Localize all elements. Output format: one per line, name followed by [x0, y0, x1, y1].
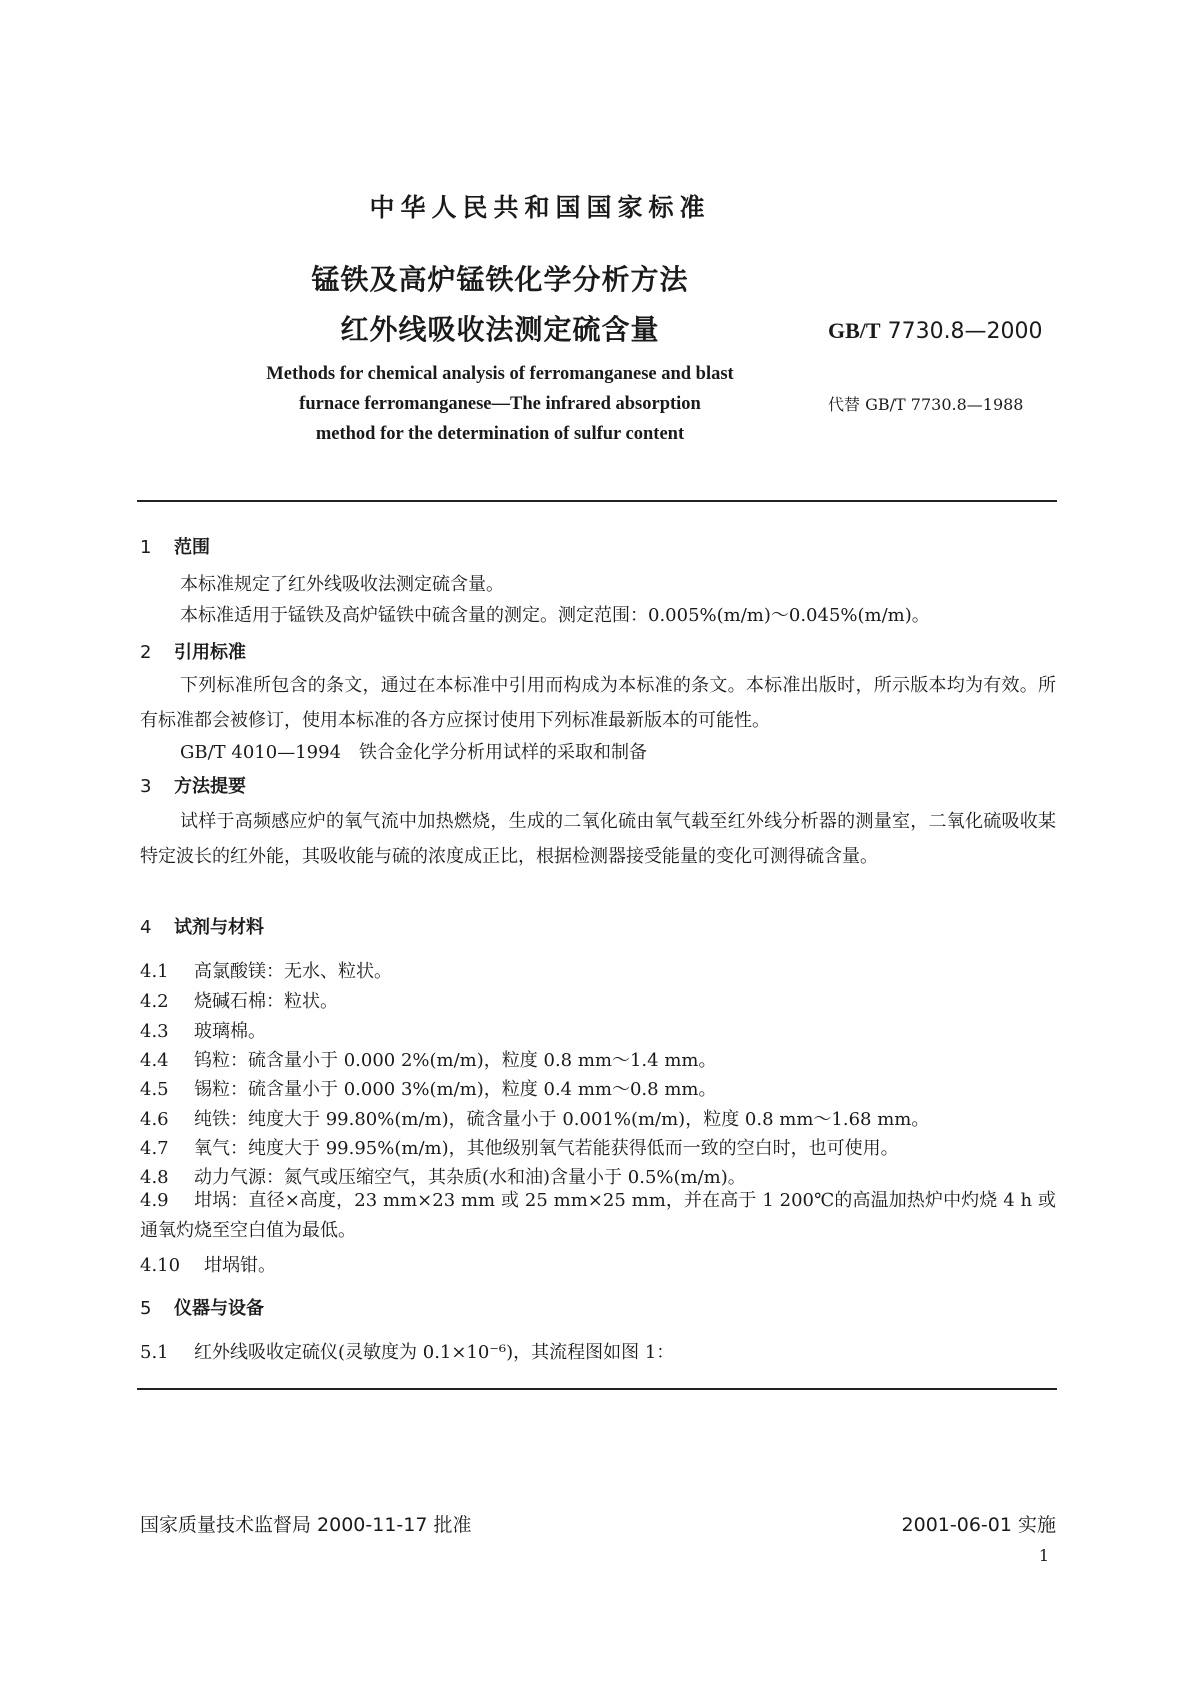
- page-number: 1: [1038, 1546, 1049, 1565]
- standard-code: [828, 318, 1043, 344]
- section-number: 1: [140, 537, 152, 558]
- section-number: 3: [140, 776, 152, 797]
- section-title: 仪器与设备: [174, 1298, 264, 1319]
- reagent-item: 4.1 高氯酸镁：无水、粒状。: [140, 961, 392, 982]
- replaces-standard: 代替 GB/T 7730.8—1988: [828, 395, 1024, 414]
- section-title: 方法提要: [174, 776, 246, 797]
- footer-divider: [137, 1388, 1057, 1390]
- english-title-line1: Methods for chemical analysis of ferromanganese and blast: [266, 364, 734, 384]
- section-title: 引用标准: [174, 642, 246, 663]
- implementation-date: 2001-06-01 实施: [901, 1514, 1056, 1536]
- section-number: 2: [140, 642, 152, 663]
- principle-paragraph: 试样于高频感应炉的氧气流中加热燃烧，生成的二氧化硫由氧气载至红外线分析器的测量室，二氧化硫吸收某特定波长的红外能，其吸收能与硫的浓度成正比，根据检测器接受能量的变化可测得硫含量。: [140, 811, 1056, 867]
- section-heading-principle: [140, 772, 246, 798]
- reference-item: GB/T 4010—1994 铁合金化学分析用试样的采取和制备: [180, 742, 648, 763]
- reagent-item: 4.8 动力气源：氮气或压缩空气，其杂质(水和油)含量小于 0.5%(m/m)。: [140, 1167, 746, 1188]
- section-heading-reagents: [140, 913, 264, 939]
- reagent-item: 4.6 纯铁：纯度大于 99.80%(m/m)，硫含量小于 0.001%(m/m)，粒度 0.8 mm～1.68 mm。: [140, 1109, 930, 1130]
- section-heading-scope: [140, 533, 210, 559]
- scope-line2: 本标准适用于锰铁及高炉锰铁中硫含量的测定。测定范围：0.005%(m/m)～0.045%(m/m)。: [180, 605, 930, 626]
- approval-statement: 国家质量技术监督局 2000-11-17 批准: [140, 1514, 472, 1536]
- section-heading-references: [140, 638, 246, 664]
- section-number: 4: [140, 917, 152, 938]
- reagent-item-crucible: 4.9 坩埚：直径×高度，23 mm×23 mm 或 25 mm×25 mm，并在高于 1 200℃的高温加热炉中灼烧 4 h 或通氧灼烧至空白值为最低。: [140, 1190, 1056, 1241]
- english-title-line3: method for the determination of sulfur content: [315, 424, 685, 444]
- reagent-item: 4.10 坩埚钳。: [140, 1255, 276, 1276]
- scope-line1: 本标准规定了红外线吸收法测定硫含量。: [180, 574, 504, 595]
- apparatus-item: 5.1 红外线吸收定硫仪(灵敏度为 0.1×10⁻⁶)，其流程图如图 1：: [140, 1342, 675, 1363]
- header-divider: [137, 500, 1057, 502]
- reagent-item: 4.7 氧气：纯度大于 99.95%(m/m)，其他级别氧气若能获得低而一致的空白时，也可使用。: [140, 1138, 899, 1159]
- section-title: 范围: [174, 537, 210, 558]
- standard-code-prefix: GB/T: [828, 318, 881, 343]
- document-title-line2: 红外线吸收法测定硫含量: [340, 313, 660, 346]
- document-title-line1: 锰铁及高炉锰铁化学分析方法: [311, 263, 689, 296]
- english-title-line2: furnace ferromanganese—The infrared absorption: [299, 394, 701, 414]
- reagent-item: 4.4 钨粒：硫含量小于 0.000 2%(m/m)，粒度 0.8 mm～1.4 mm。: [140, 1050, 717, 1071]
- reagent-item: 4.2 烧碱石棉：粒状。: [140, 991, 338, 1012]
- references-paragraph: 下列标准所包含的条文，通过在本标准中引用而构成为本标准的条文。本标准出版时，所示版本均为有效。所有标准都会被修订，使用本标准的各方应探讨使用下列标准最新版本的可能性。: [140, 675, 1056, 731]
- standard-code-number: 7730.8—2000: [887, 319, 1043, 344]
- section-number: 5: [140, 1298, 152, 1319]
- section-heading-apparatus: [140, 1294, 264, 1320]
- national-standard-heading: 中华人民共和国国家标准: [369, 193, 711, 222]
- reagent-item: 4.5 锡粒：硫含量小于 0.000 3%(m/m)，粒度 0.4 mm～0.8 mm。: [140, 1079, 717, 1100]
- reagent-item: 4.3 玻璃棉。: [140, 1021, 266, 1042]
- section-title: 试剂与材料: [174, 917, 264, 938]
